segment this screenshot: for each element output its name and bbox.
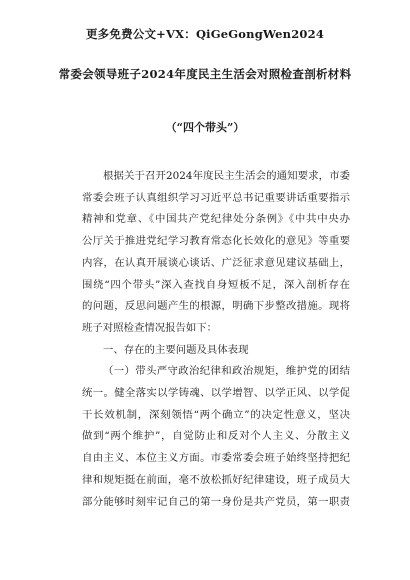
document-body bbox=[82, 166, 350, 513]
body-line: 内容，在认真开展谈心谈话、广泛征求意见建议基础上， bbox=[82, 256, 350, 269]
body-line: 根据关于召开2024年度民主生活会的通知要求，市委 bbox=[103, 170, 350, 182]
body-line: 律和规矩挺在前面，毫不放松抓好纪律建设，班子成员大 bbox=[82, 473, 350, 486]
body-line: 的问题，反思问题产生的根源，明确下步整改措施。现将 bbox=[82, 300, 350, 313]
document-subtitle: （“四个带头”） bbox=[165, 121, 245, 134]
body-line: 部分能够时刻牢记自己的第一身份是共产党员，第一职责 bbox=[82, 495, 350, 508]
body-line: 自由主义、本位主义方面。市委常委会班子始终坚持把纪 bbox=[82, 452, 350, 465]
body-line: 围绕“四个带头”深入查找自身短板不足，深入剖析存在 bbox=[82, 278, 350, 291]
section-heading: 一、存在的主要问题及具体表现 bbox=[103, 343, 249, 356]
document-title: 常委会领导班子2024年度民主生活会对照检查剖析材料 bbox=[58, 67, 352, 81]
body-line: 班子对照检查情况报告如下： bbox=[82, 321, 218, 334]
body-line: 做到“两个维护”，自觉防止和反对个人主义、分散主义 bbox=[82, 430, 350, 443]
body-line: 常委会班子认真组织学习习近平总书记重要讲话重要指示 bbox=[82, 191, 350, 204]
body-line: 公厅关于推进党纪学习教育常态化长效化的意见》等重要 bbox=[82, 235, 350, 248]
subsection-heading: （一）带头严守政治纪律和政治规矩，维护党的团结 bbox=[103, 365, 350, 378]
body-line: 干长效机制，深刻领悟“两个确立”的决定性意义，坚决 bbox=[82, 408, 350, 421]
promo-header: 更多免费公文+VX：QiGeGongWen2024 bbox=[85, 27, 325, 41]
body-line: 统一。健全落实以学铸魂、以学增智、以学正风、以学促 bbox=[82, 387, 350, 400]
body-line: 精神和党章、《中国共产党纪律处分条例》《中共中央办 bbox=[82, 213, 350, 226]
